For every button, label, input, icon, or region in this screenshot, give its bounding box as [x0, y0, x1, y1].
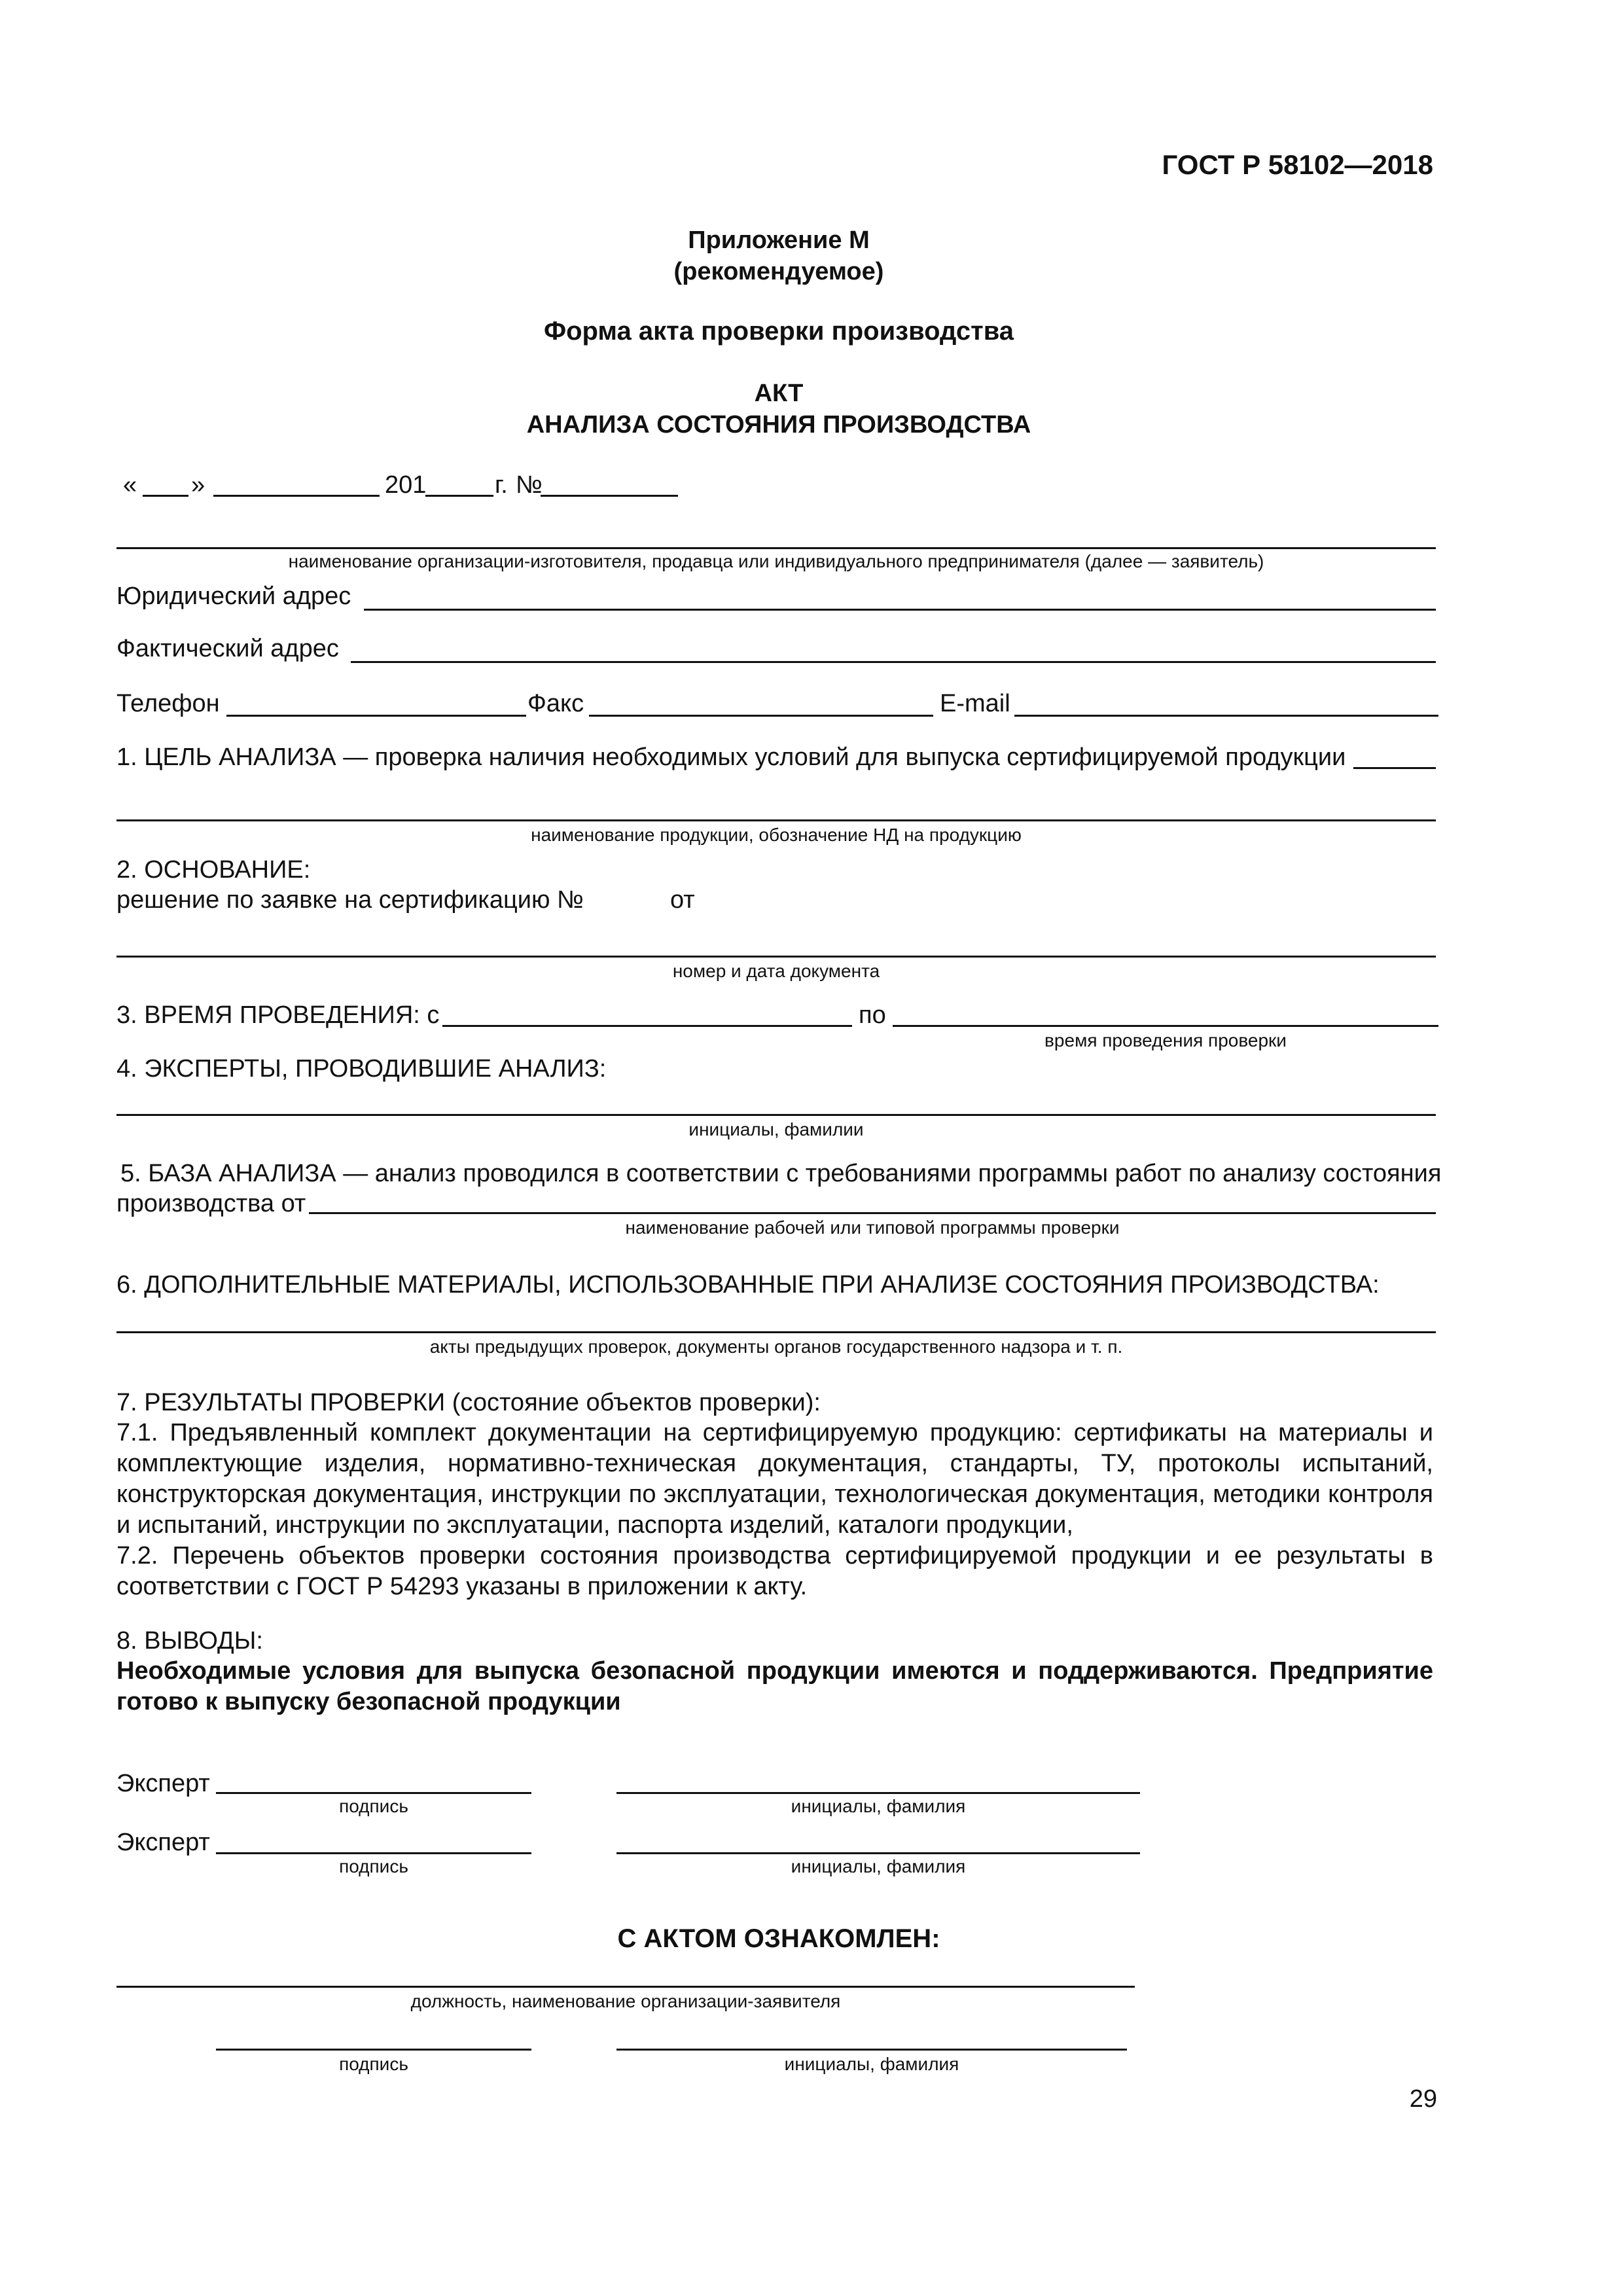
product-caption: наименование продукции, обозначение НД на продукцию	[531, 825, 1022, 845]
applicant-signature-field[interactable]	[216, 2049, 531, 2051]
year-field[interactable]	[425, 495, 493, 497]
date-close-quote: »	[191, 471, 205, 499]
time-from-field[interactable]	[442, 1025, 852, 1027]
legal-address-label: Юридический адрес	[116, 583, 351, 610]
section-7-title: 7. РЕЗУЛЬТАТЫ ПРОВЕРКИ (состояние объектов проверки):	[116, 1389, 821, 1416]
page-number: 29	[1409, 2085, 1437, 2113]
number-sign: №	[516, 471, 543, 499]
section-3-text: 3. ВРЕМЯ ПРОВЕДЕНИЯ: с	[116, 1001, 440, 1029]
appendix-title: Приложение М	[688, 226, 870, 254]
month-field[interactable]	[213, 495, 380, 497]
day-field[interactable]	[143, 495, 188, 497]
organization-caption: наименование организации-изготовителя, продавца или индивидуального предпринимателя (далее — заявитель)	[288, 551, 1264, 571]
applicant-signature-caption: подпись	[339, 2054, 408, 2074]
experts-field[interactable]	[116, 1114, 1436, 1116]
section-1-tail-field[interactable]	[1353, 767, 1436, 769]
program-field[interactable]	[309, 1212, 1436, 1214]
applicant-initials-field[interactable]	[616, 2049, 1127, 2051]
act-number-field[interactable]	[541, 495, 678, 497]
act-title: АКТ	[754, 380, 804, 407]
section-3-to: по	[859, 1001, 886, 1029]
expert-2-label: Эксперт	[116, 1829, 210, 1856]
actual-address-label: Фактический адрес	[116, 635, 339, 662]
expert-1-signature-caption: подпись	[339, 1796, 408, 1816]
materials-caption: акты предыдущих проверок, документы органов государственного надзора и т. п.	[429, 1336, 1123, 1357]
fax-label: Факс	[527, 690, 584, 717]
email-label: E-mail	[940, 690, 1010, 717]
organization-field[interactable]	[116, 547, 1436, 549]
act-subtitle: АНАЛИЗА СОСТОЯНИЯ ПРОИЗВОДСТВА	[526, 411, 1031, 439]
experts-caption: инициалы, фамилии	[688, 1119, 864, 1139]
standard-code: ГОСТ Р 58102—2018	[1162, 149, 1433, 180]
program-caption: наименование рабочей или типовой программы проверки	[625, 1217, 1120, 1238]
section-4-text: 4. ЭКСПЕРТЫ, ПРОВОДИВШИЕ АНАЛИЗ:	[116, 1055, 607, 1083]
email-field[interactable]	[1014, 715, 1438, 717]
section-5-line1: 5. БАЗА АНАЛИЗА — анализ проводился в соответствии с требованиями программы работ по анализу состояния	[120, 1160, 1442, 1187]
materials-field[interactable]	[116, 1331, 1436, 1333]
section-7-2-text: 7.2. Перечень объектов проверки состояния производства сертифицируемой продукции и ее результаты в соответствии с ГОСТ Р 54293 указаны в приложении к акту.	[116, 1542, 1433, 1600]
product-field[interactable]	[116, 819, 1436, 821]
acquainted-title: С АКТОМ ОЗНАКОМЛЕН:	[617, 1924, 940, 1953]
expert-2-signature-field[interactable]	[216, 1852, 531, 1854]
year-prefix: 201	[385, 471, 427, 499]
applicant-initials-caption: инициалы, фамилия	[784, 2054, 959, 2074]
form-title: Форма акта проверки производства	[543, 317, 1014, 346]
section-6-text: 6. ДОПОЛНИТЕЛЬНЫЕ МАТЕРИАЛЫ, ИСПОЛЬЗОВАННЫЕ ПРИ АНАЛИЗЕ СОСТОЯНИЯ ПРОИЗВОДСТВА:	[116, 1271, 1380, 1299]
document-caption: номер и дата документа	[672, 961, 880, 981]
position-caption: должность, наименование организации-заявителя	[410, 1991, 841, 2011]
position-field[interactable]	[116, 1986, 1135, 1988]
expert-2-signature-caption: подпись	[339, 1856, 408, 1876]
section-2-title: 2. ОСНОВАНИЕ:	[116, 856, 311, 884]
time-caption: время проведения проверки	[1044, 1030, 1287, 1050]
section-1-text: 1. ЦЕЛЬ АНАЛИЗА — проверка наличия необходимых условий для выпуска сертифицируемой продукции	[116, 744, 1346, 771]
section-2-text: решение по заявке на сертификацию №	[116, 886, 584, 914]
document-field[interactable]	[116, 956, 1436, 958]
fax-field[interactable]	[589, 715, 933, 717]
expert-1-initials-field[interactable]	[616, 1792, 1140, 1794]
conclusion-text: Необходимые условия для выпуска безопасной продукции имеются и поддерживаются. Предприятие готово к выпуску безопасной продукции	[116, 1657, 1433, 1715]
expert-1-label: Эксперт	[116, 1770, 210, 1797]
section-7-1-text: 7.1. Предъявленный комплект документации на сертифицируемую продукцию: сертификаты на материалы и комплектующие изделия, нормативно-техническая документация, стандарты, ТУ, протоколы испытаний, конструкторская документация, инструкции по эксплуатации, технологическая документация, методики контроля и испытаний, инструкции по эксплуатации, паспорта изделий, каталоги продукции,	[116, 1419, 1433, 1539]
section-2-from: от	[670, 886, 695, 914]
expert-1-initials-caption: инициалы, фамилия	[791, 1796, 966, 1816]
expert-2-initials-caption: инициалы, фамилия	[791, 1856, 966, 1876]
section-8-title: 8. ВЫВОДЫ:	[116, 1627, 263, 1655]
appendix-subtitle: (рекомендуемое)	[673, 258, 884, 285]
section-5-line2: производства от	[116, 1190, 306, 1217]
actual-address-field[interactable]	[351, 661, 1436, 663]
expert-2-initials-field[interactable]	[616, 1852, 1140, 1854]
phone-field[interactable]	[226, 715, 526, 717]
expert-1-signature-field[interactable]	[216, 1792, 531, 1794]
phone-label: Телефон	[116, 690, 220, 717]
time-to-field[interactable]	[893, 1025, 1438, 1027]
date-open-quote: «	[123, 471, 137, 499]
year-suffix: г.	[495, 471, 508, 499]
legal-address-field[interactable]	[364, 609, 1436, 611]
